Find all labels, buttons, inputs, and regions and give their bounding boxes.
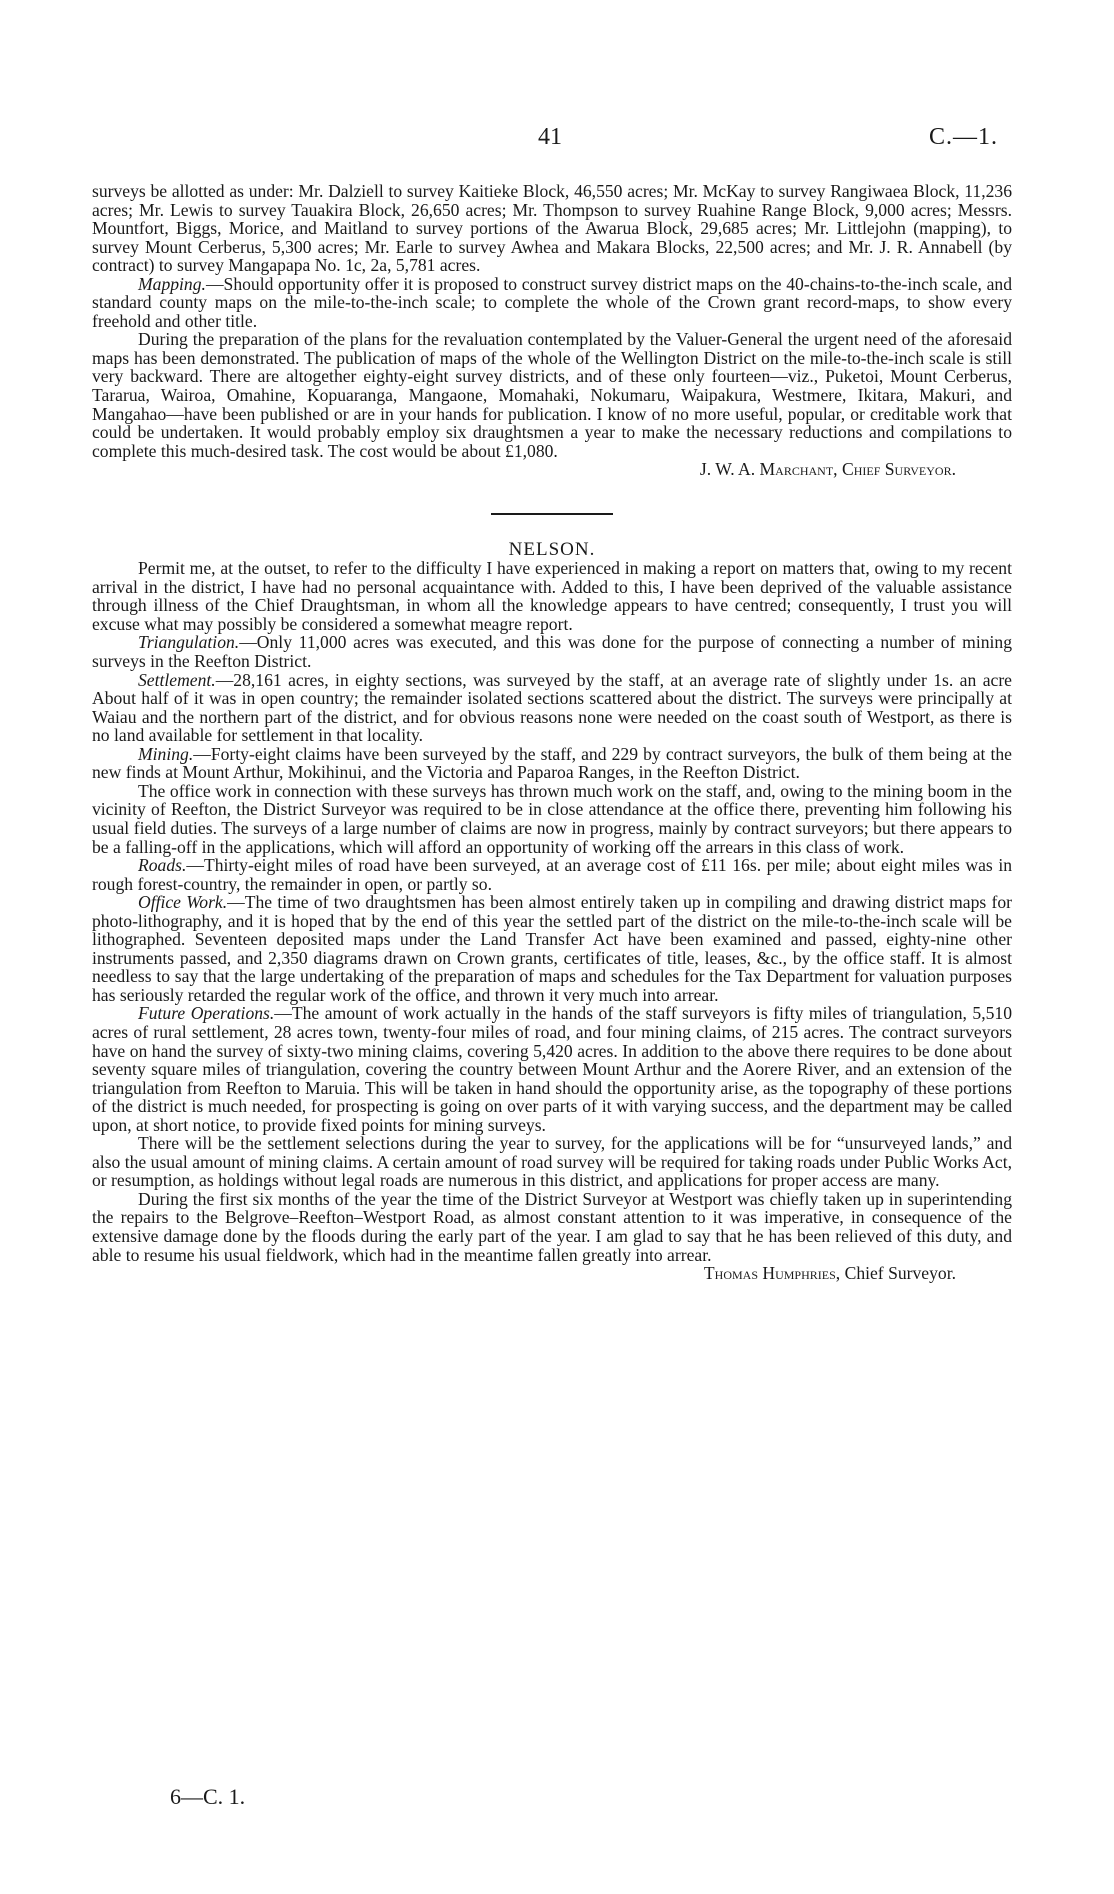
nelson-westport-paragraph: During the first six months of the year the time of the District Surveyor at Westport was chiefly taken up in superintending the repairs to the Belgrove–Reefton–Westport Road, as almost constant attention to it was imperative, in consequence of the extensive damage done by the floods during the early part of the year. I am glad to say that he has been relieved of this duty, and able to resume his usual fieldwork, which had in the meantime fallen greatly into arrear. [92,1188,1012,1265]
nelson-future-operations-paragraph [92,1004,1012,1134]
document-reference: C.—1. [928,124,998,150]
paragraph-text: —28,161 acres, in eighty sections, was surveyed by the staff, at an average rate of slightly under 1s. an acre About half of it was in open country; the remainder isolated sections scattered about the district. The surveys were principally at Waiau and the northern part of the district, and for obvious reasons none were needed on the coast south of Westport, as there is no land available for settlement in that locality. [92,669,1012,746]
paragraph-heading: Future Operations. [138,1003,275,1024]
wellington-paragraph: During the preparation of the plans for the revaluation contemplated by the Valuer-General the urgent need of the aforesaid maps has been demonstrated. The publication of maps of the whole of the Wellington District on the mile-to-the-inch scale is still very backward. There are altogether eighty-eight survey districts, and of these only fourteen—viz., Puketoi, Mount Cerberus, Tararua, Wairoa, Omahine, Kopuaranga, Mangaone, Momahaki, Nokumaru, Waipakura, Westmere, Ikitara, Makuri, and Mangahao—have been published or are in your hands for publication. I know of no more useful, popular, or creditable work that could be undertaken. It would probably employ six draughtsmen a year to make the necessary reductions and compilations to complete this much-desired task. The cost would be about £1,080. [92,329,1012,461]
nelson-mining-paragraph [92,745,1012,782]
nelson-selections-paragraph: There will be the settlement selections during the year to survey, for the applications will be for “unsurveyed lands,” and also the usual amount of mining claims. A certain amount of road survey will be required for taking roads under Public Works Act, or resumption, as holdings without legal roads are numerous in this district, and applications for proper access are many. [92,1133,1012,1191]
page-header [0,124,1114,164]
nelson-office-work-paragraph [92,893,1012,1004]
page-number: 41 [538,124,562,150]
paragraph-text: —The time of two draughtsmen has been almost entirely taken up in compiling and drawing district maps for photo-lithography, and it is hoped that by the end of this year the settled part of the district on the mile-to-the-inch scale will be lithographed. Seventeen deposited maps under the Land Transfer Act have been examined and passed, eighty-nine other instruments passed, and 2,350 diagrams drawn on Crown grants, certificates of title, leases, &c., by the office staff. It is almost needless to say that the large undertaking of the preparation of maps and schedules for the Tax Department for valuation purposes has seriously retarded the regular work of the office, and thrown it very much into arrear. [92,892,1012,1005]
paragraph-text: —The amount of work actually in the hands of the staff surveyors is fifty miles of triangulation, 5,510 acres of rural settlement, 28 acres town, twenty-four miles of road, and four mining claims, of 215 acres. The contract surveyors have on hand the survey of sixty-two mining claims, covering 5,420 acres. In addition to the above there requires to be done about seventy square miles of triangulation, covering the country between Mount Arthur and the Aorere River, and an extension of the triangulation from Reefton to Maruia. This will be taken in hand should the opportunity arise, as the topography of these portions of the district is much needed, for prospecting is going on over parts of it with varying success, and the department may be called upon, at short notice, to provide fixed points for mining surveys. [92,1003,1012,1135]
paragraph-heading: Mining. [138,743,194,764]
paragraph-text: —Forty-eight claims have been surveyed by the staff, and 229 by contract surveyors, the bulk of them being at the new finds at Mount Arthur, Mokihinui, and the Victoria and Paparoa Ranges, in the Reefton District. [92,743,1012,783]
nelson-signature [92,1264,1012,1283]
report-body [92,182,1012,1283]
signature-text: J. W. A. Marchant, Chief Surveyor. [699,459,956,480]
signature-title: , Chief Surveyor. [835,1263,956,1284]
signature-name: Thomas Humphries [703,1263,836,1284]
paragraph-heading: Triangulation. [138,632,240,653]
paragraph-heading: Mapping. [138,273,206,294]
wellington-paragraph: surveys be allotted as under: Mr. Dalziell to survey Kaitieke Block, 46,550 acres; Mr. McKay to survey Rangiwaeа Block, 11,236 acres; Mr. Lewis to survey Tauakira Block, 26,650 acres; Mr. Thompson to survey Ruahine Range Block, 9,000 acres; Messrs. Mountfort, Biggs, Morice, and Maitland to survey portions of the Awarua Block, 29,685 acres; Mr. Littlejohn (mapping), to survey Mount Cerberus, 5,300 acres; Mr. Earle to survey Awhea and Makara Blocks, 22,500 acres; and Mr. J. R. Annabell (by contract) to survey Mangapapa No. 1c, 2a, 5,781 acres. [92,181,1012,276]
section-title: NELSON. [508,538,596,560]
nelson-office-connection-paragraph: The office work in connection with these surveys has thrown much work on the staff, and, owing to the mining boom in the vicinity of Reefton, the District Surveyor was required to be in close attendance at the office there, preventing him following his usual field duties. The surveys of a large number of claims are now in progress, mainly by contract surveyors; but there appears to be a falling-off in the applications, which will afford an opportunity of working off the arrears in this class of work. [92,780,1012,857]
sheet-reference: 6—C. 1. [170,1784,246,1809]
paragraph-text: —Only 11,000 acres was executed, and this was done for the purpose of connecting a number of mining surveys in the Reefton District. [92,632,1012,672]
nelson-triangulation-paragraph [92,633,1012,670]
nelson-intro-paragraph: Permit me, at the outset, to refer to the difficulty I have experienced in making a report on matters that, owing to my recent arrival in the district, I have had no personal acquaintance with. Added to this, I have been deprived of the valuable assistance through illness of the Chief Draughtsman, in whom all the knowledge appears to have centred; consequently, I trust you will excuse what may possibly be considered a somewhat meagre report. [92,558,1012,634]
paragraph-heading: Settlement. [138,669,216,690]
paragraph-text: —Thirty-eight miles of road have been surveyed, at an average cost of £11 16s. per mile; about eight miles was in rough forest-country, the remainder in open, or partly so. [92,855,1012,894]
nelson-settlement-paragraph [92,671,1012,745]
nelson-roads-paragraph [92,856,1012,893]
paragraph-text: —Should opportunity offer it is proposed to construct survey district maps on the 40-chains-to-the-inch scale, and standard county maps on the mile-to-the-inch scale; to complete the whole of the Crown grant record-maps, to show every freehold and other title. [92,273,1012,331]
wellington-mapping-paragraph [92,275,1012,331]
section-divider [491,513,613,515]
wellington-signature [92,460,1012,479]
paragraph-heading: Office Work. [138,892,228,913]
paragraph-heading: Roads. [138,855,187,876]
